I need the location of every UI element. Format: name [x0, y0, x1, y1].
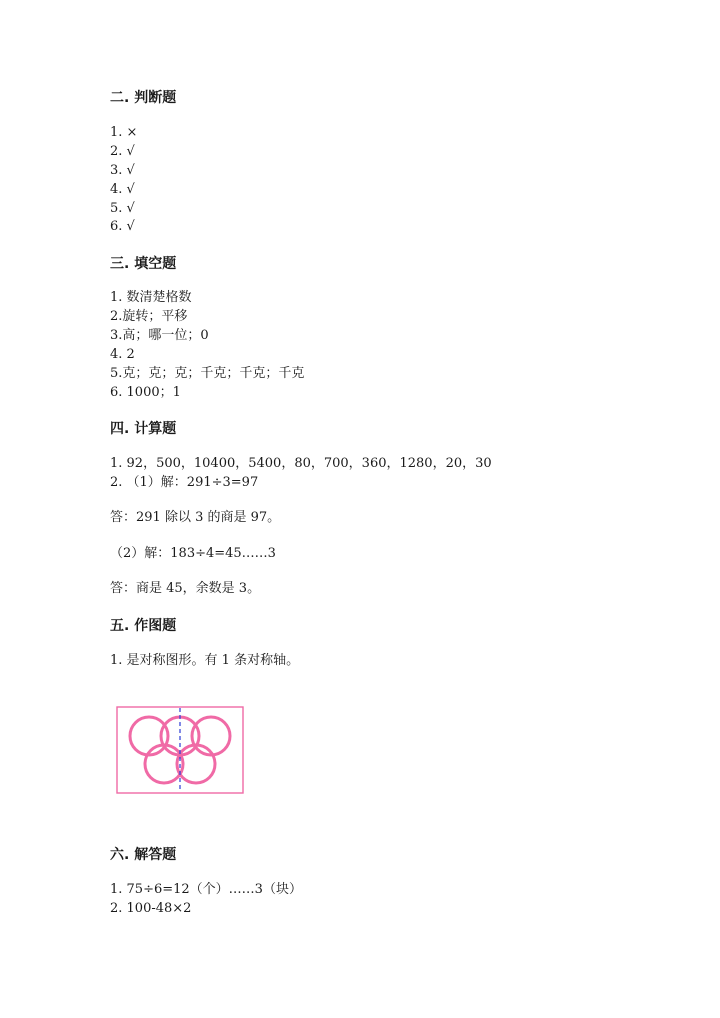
fill-in-answer-1: 1. 数清楚格数	[110, 290, 192, 305]
section-heading-drawing: 五. 作图题	[110, 618, 177, 634]
drawing-answer-1: 1. 是对称图形。有 1 条对称轴。	[110, 653, 300, 668]
fill-in-answer-3: 3.高；哪一位；0	[110, 328, 209, 343]
section-heading-judgement: 二. 判断题	[110, 90, 177, 106]
calculation-answer-2-part2-conclusion: 答：商是 45，余数是 3。	[110, 581, 261, 596]
fill-in-answer-6: 6. 1000；1	[110, 385, 181, 400]
calculation-answer-1: 1. 92，500，10400，5400，80，700，360，1280，20，30	[110, 456, 492, 471]
section-heading-calculation: 四. 计算题	[110, 421, 177, 437]
fill-in-answer-4: 4. 2	[110, 347, 135, 362]
judgement-answer-5: 5. √	[110, 201, 135, 216]
calculation-answer-2-part1: 2. （1）解：291÷3=97	[110, 475, 259, 490]
fill-in-answer-2: 2.旋转；平移	[110, 309, 188, 324]
word-problem-answer-2: 2. 100-48×2	[110, 901, 192, 916]
calculation-answer-2-part1-conclusion: 答：291 除以 3 的商是 97。	[110, 510, 281, 525]
judgement-answer-2: 2. √	[110, 144, 135, 159]
fill-in-answer-5: 5.克；克；克；千克；千克；千克	[110, 366, 305, 381]
word-problem-answer-1: 1. 75÷6=12（个）……3（块）	[110, 882, 302, 897]
section-heading-fill-in: 三. 填空题	[110, 256, 177, 272]
judgement-answer-6: 6. √	[110, 219, 135, 234]
judgement-answer-3: 3. √	[110, 163, 135, 178]
section-heading-word-problems: 六. 解答题	[110, 847, 177, 863]
olympic-rings-symmetry-figure	[116, 706, 244, 794]
judgement-answer-4: 4. √	[110, 182, 135, 197]
judgement-answer-1: 1. ×	[110, 125, 138, 140]
calculation-answer-2-part2: （2）解：183÷4=45……3	[110, 546, 276, 561]
